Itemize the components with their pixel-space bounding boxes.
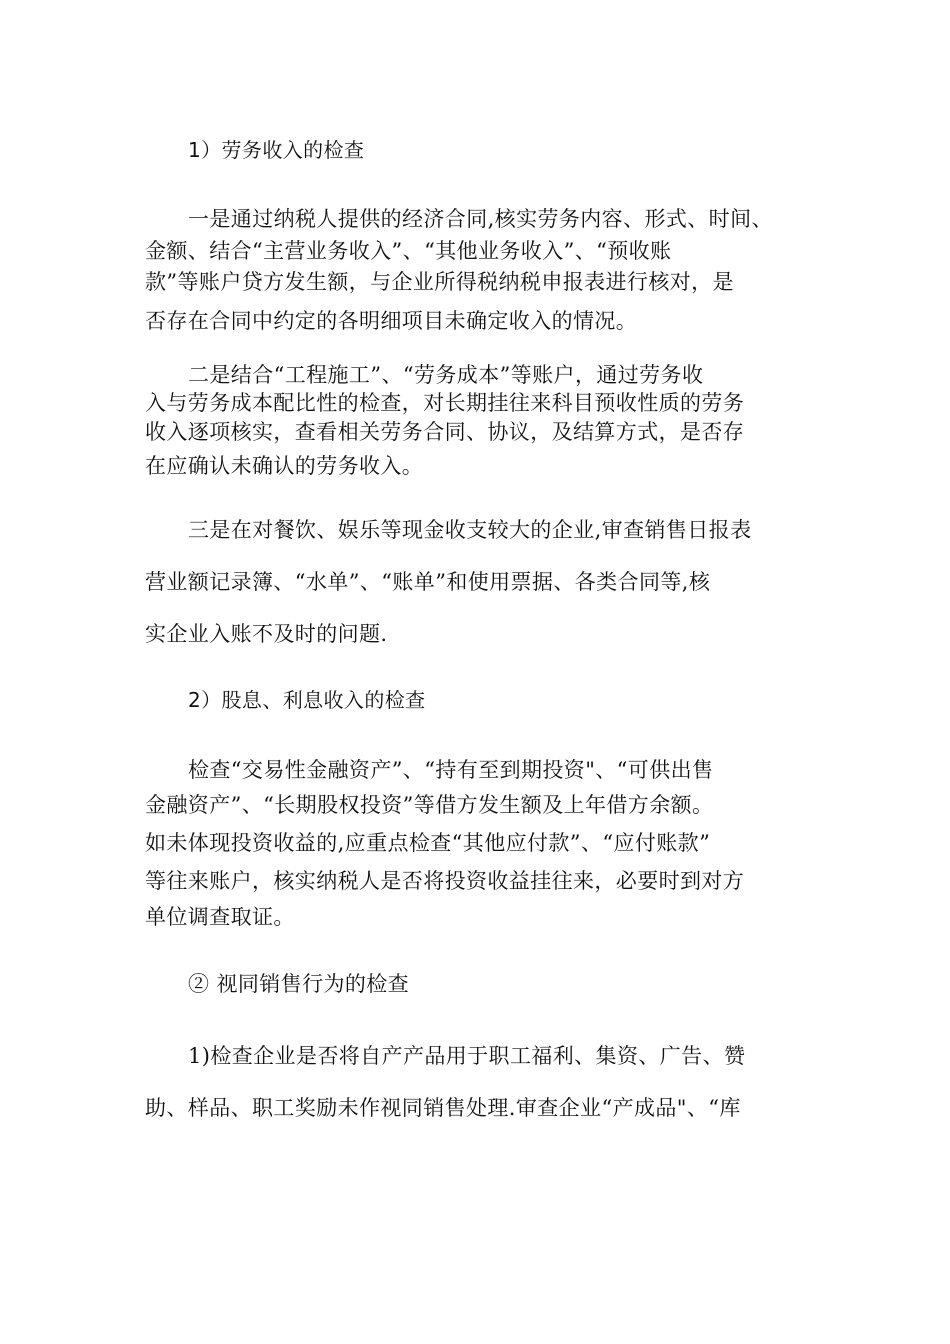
- paragraph-line: 单位调查取证。: [145, 905, 295, 929]
- paragraph-line: 如未体现投资收益的,应重点检查“其他应付款”、“应付账款”: [145, 831, 711, 855]
- paragraph-line: 实企业入账不及时的问题.: [145, 622, 388, 646]
- paragraph-line: 助、样品、职工奖励未作视同销售处理.审查企业“产成品"、“库: [145, 1096, 741, 1120]
- paragraph-line: 收入逐项核实，查看相关劳务合同、协议，及结算方式，是否存: [145, 420, 745, 444]
- paragraph-line: 金融资产”、“长期股权投资”等借方发生额及上年借方余额。: [145, 793, 714, 817]
- paragraph-line: 款”等账户贷方发生额，与企业所得税纳税申报表进行核对，是: [145, 270, 734, 294]
- paragraph-line: 一是通过纳税人提供的经济合同,核实劳务内容、形式、时间、: [188, 207, 773, 231]
- paragraph-line: 检查“交易性金融资产”、“持有至到期投资"、“可供出售: [188, 758, 714, 782]
- paragraph-line: 营业额记录簿、“水单”、“账单”和使用票据、各类合同等,核: [145, 570, 711, 594]
- paragraph-line: 1)检查企业是否将自产产品用于职工福利、集资、广告、赞: [188, 1044, 746, 1068]
- paragraph-line: 金额、结合“主营业务收入”、“其他业务收入”、“预收账: [145, 239, 672, 263]
- paragraph-line: 在应确认未确认的劳务收入。: [145, 454, 424, 478]
- section-heading-deemed-sales: ② 视同销售行为的检查: [188, 972, 410, 996]
- paragraph-line: 二是结合“工程施工”、“劳务成本”等账户，通过劳务收: [188, 363, 704, 387]
- paragraph-line: 等往来账户，核实纳税人是否将投资收益挂往来，必要时到对方: [145, 869, 745, 893]
- paragraph-line: 三是在对餐饮、娱乐等现金收支较大的企业,审查销售日报表: [188, 518, 752, 542]
- paragraph-line: 入与劳务成本配比性的检查，对长期挂往来科目预收性质的劳务: [145, 391, 745, 415]
- section-heading-dividend-interest: 2）股息、利息收入的检查: [188, 688, 426, 712]
- section-heading-service-income: 1）劳务收入的检查: [188, 138, 365, 162]
- paragraph-line: 否存在合同中约定的各明细项目未确定收入的情况。: [145, 309, 638, 333]
